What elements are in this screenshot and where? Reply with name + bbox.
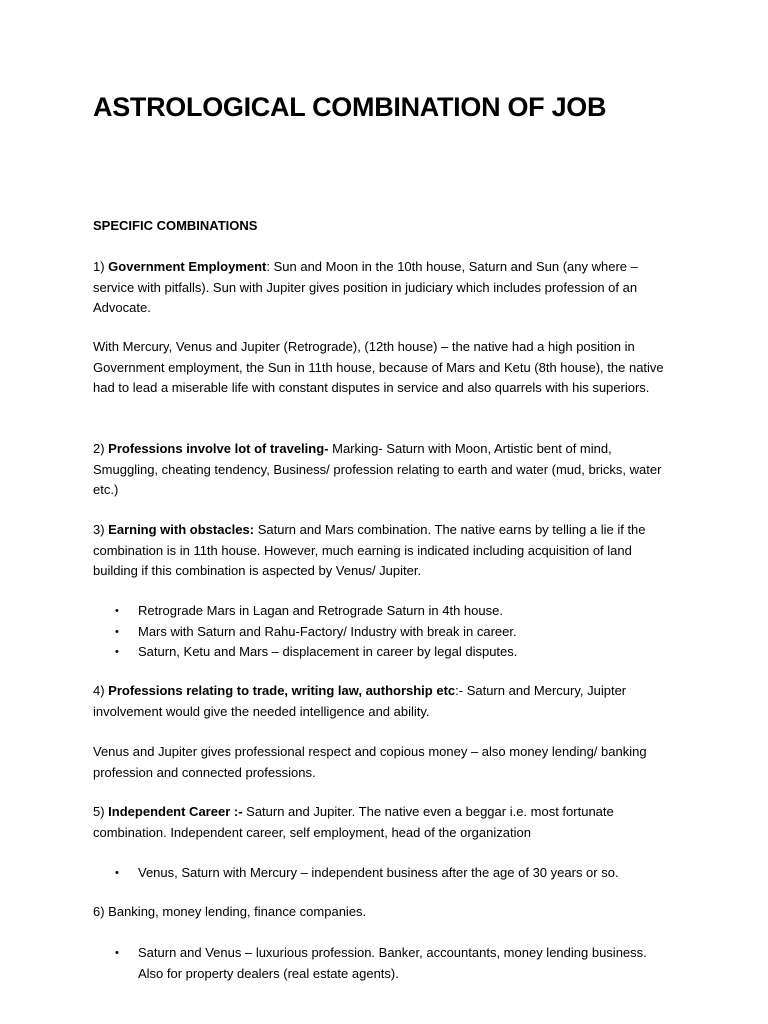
paragraph-mercury-venus: With Mercury, Venus and Jupiter (Retrograde), (12th house) – the native had a high position in Government employment, the Sun in 11th house, because of Mars and Ketu (8th house), the native had to lead a miserable life with constant disputes in service and also quarrels with his superiors. [93,339,664,395]
paragraph-number: 4) [93,683,109,698]
paragraph-heading: Earning with obstacles: [108,522,255,537]
paragraph-text: Saturn and Mars combination. The native earns by telling a lie if the combination is in 11th house. However, much earning is indicated including acquisition of land building if this combination is aspected by Venus/ Jupiter. [93,522,646,578]
paragraph-heading: Government Employment [108,259,267,274]
paragraph-number: 5) [93,804,109,819]
bullet-list-obstacles [93,601,668,663]
paragraph-text: Saturn and Jupiter. The native even a beggar i.e. most fortunate combination. Independent career, self employment, head of the organization [93,804,614,840]
paragraph-government-employment [93,257,668,319]
paragraph-heading: Independent Career :- [108,804,243,819]
paragraph-number: 3) [93,522,109,537]
paragraph-number: 2) [93,441,109,456]
paragraph-traveling [93,439,668,501]
list-item: • Venus, Saturn with Mercury – independent business after the age of 30 years or so. [93,863,668,884]
list-item: • Saturn, Ketu and Mars – displacement in career by legal disputes. [93,642,668,663]
paragraph-heading: Professions relating to trade, writing law, authorship etc [108,683,456,698]
paragraph-text: :- Saturn and Mercury, Juipter involvement would give the needed intelligence and ability. [93,683,627,719]
paragraph-venus-jupiter: Venus and Jupiter gives professional respect and copious money – also money lending/ banking profession and connected professions. [93,744,647,780]
paragraph-number: 1) [93,259,109,274]
page-title: ASTROLOGICAL COMBINATION OF JOB [93,92,607,122]
list-item: • Retrograde Mars in Lagan and Retrograde Saturn in 4th house. [93,601,668,622]
bullet-list-independent [93,863,668,884]
list-item: • Mars with Saturn and Rahu-Factory/ Industry with break in career. [93,622,668,643]
paragraph-independent-career [93,802,668,843]
list-item: • Saturn and Venus – luxurious profession. Banker, accountants, money lending business. Also for property dealers (real estate agents). [93,943,668,984]
bullet-list-banking [93,943,668,984]
paragraph-trade-writing [93,681,668,722]
paragraph-obstacles [93,520,668,582]
paragraph-text: : Sun and Moon in the 10th house, Saturn and Sun (any where – service with pitfalls). Sun with Jupiter gives position in judiciary which includes profession of an Advocate. [93,259,638,315]
paragraph-text: Marking- Saturn with Moon, Artistic bent of mind, Smuggling, cheating tendency, Business/ profession relating to earth and water (mud, bricks, water etc.) [93,441,662,497]
section-subtitle: SPECIFIC COMBINATIONS [93,218,258,233]
paragraph-heading: Professions involve lot of traveling- [108,441,329,456]
paragraph-banking: 6) Banking, money lending, finance companies. [93,904,367,919]
